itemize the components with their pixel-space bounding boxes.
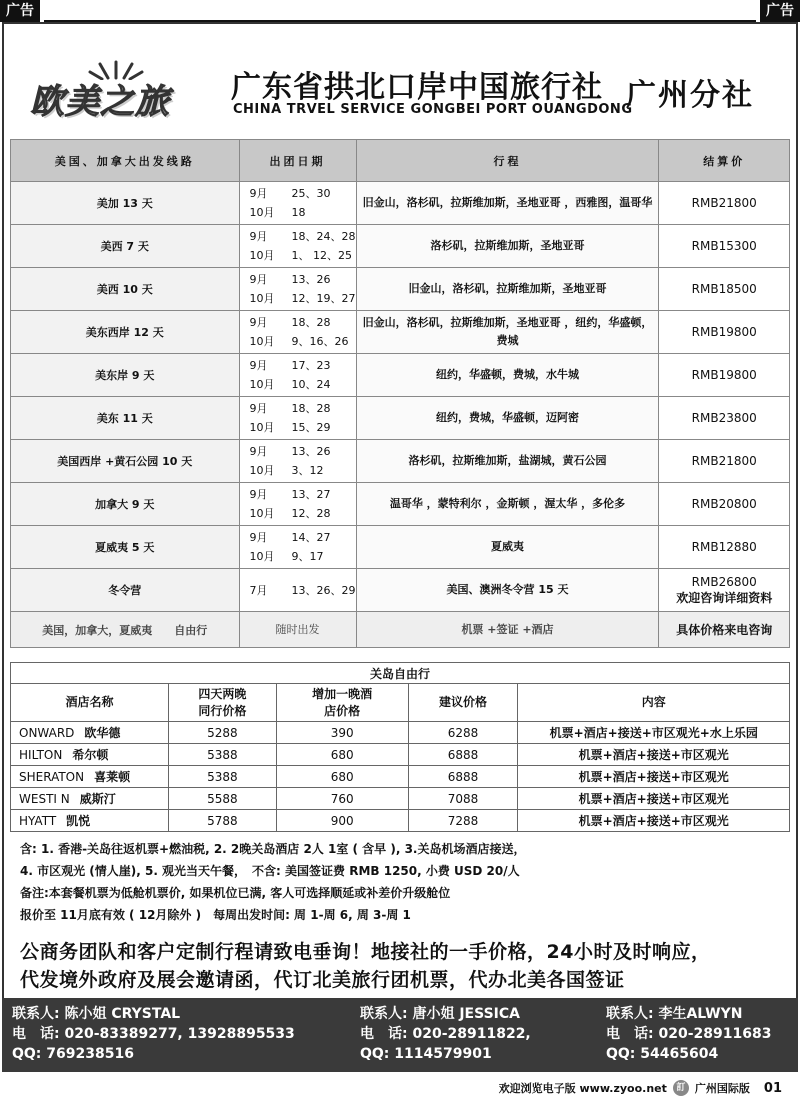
hotel-name (11, 722, 169, 744)
hotel-name (11, 788, 169, 810)
agency-name-en: CHINA TRVEL SERVICE GONGBEI PORT OUANGDONG (233, 102, 633, 117)
route-dates (239, 440, 356, 483)
departure-days: 17、23 (291, 359, 331, 372)
hotel-4d2n-price: 5588 (168, 788, 276, 810)
hotel-4d2n-price: 5388 (168, 766, 276, 788)
camp-dates (239, 569, 356, 612)
route-dates (239, 397, 356, 440)
agency-name-cn: 广东省拱北口岸中国旅行社 (231, 70, 603, 105)
camp-name: 冬令营 (11, 569, 240, 612)
departure-days: 18 (291, 206, 306, 219)
col-header-content: 内容 (518, 684, 790, 722)
camp-row (11, 569, 790, 612)
camp-itinerary: 美国、澳洲冬令营 15 天 (356, 569, 659, 612)
col-header-extra-night: 增加一晚酒 店价格 (276, 684, 408, 722)
month-label: 9月 (249, 273, 268, 286)
route-name: 美加 13 天 (11, 182, 240, 225)
route-dates (239, 526, 356, 569)
month-label: 7月 (249, 583, 268, 597)
contact-name: 联系人: 李生ALWYN (606, 1006, 743, 1022)
hotel-name-cn: 喜莱顿 (94, 770, 131, 784)
hotel-row (11, 788, 790, 810)
note-line: 含: 1. 香港-关岛往返机票+燃油税, 2. 2晚关岛酒店 2人 1室 ( 含早 ), 3.关岛机场酒店接送， (20, 842, 526, 856)
month-label: 10月 (249, 206, 275, 219)
hotel-name-cn: 威斯汀 (79, 792, 116, 806)
page-number: 01 (763, 1080, 782, 1096)
contact-bar (2, 998, 798, 1072)
package-notes (20, 838, 790, 926)
hotel-row (11, 766, 790, 788)
route-itinerary: 旧金山，洛杉矶，拉斯维加斯，圣地亚哥 (356, 268, 659, 311)
contact-qq: QQ: 769238516 (12, 1046, 134, 1062)
route-price: RMB23800 (659, 397, 790, 440)
note-line: 报价至 11月底有效 ( 12月除外 ) 每周出发时间: 周 1-周 6, 周 3-周 1 (20, 908, 411, 922)
hotel-name-en: WESTI N (19, 792, 70, 806)
note-line: 备注:本套餐机票为低舱机票价, 如果机位已满, 客人可选择顺延或补差价升级舱位 (20, 886, 451, 900)
departure-days: 12、28 (291, 507, 331, 520)
route-row (11, 182, 790, 225)
hotel-extra-night-price: 680 (276, 744, 408, 766)
hotel-extra-night-price: 760 (276, 788, 408, 810)
hotel-package-content: 机票+酒店+接送+市区观光 (518, 788, 790, 810)
month-label: 10月 (249, 378, 275, 391)
hotel-name (11, 744, 169, 766)
route-name: 美西 10 天 (11, 268, 240, 311)
ad-label-right: 广告 (760, 0, 800, 22)
col-header-itinerary: 行程 (356, 140, 659, 182)
month-label: 10月 (249, 507, 275, 520)
hotel-name-cn: 希尔顿 (72, 748, 109, 762)
col-header-suggested: 建议价格 (408, 684, 518, 722)
contact-qq: QQ: 54465604 (606, 1046, 719, 1062)
hotel-name-en: HILTON (19, 748, 63, 762)
contact-phone: 电 话: 020-83389277, 13928895533 (12, 1026, 295, 1042)
month-label: 10月 (249, 421, 275, 434)
departure-days: 15、29 (291, 421, 331, 434)
route-itinerary: 纽约，华盛顿，费城，水牛城 (356, 354, 659, 397)
month-label: 10月 (249, 550, 275, 563)
hotel-extra-night-price: 390 (276, 722, 408, 744)
hotel-package-content: 机票+酒店+接送+市区观光 (518, 744, 790, 766)
free-travel-itinerary: 机票 +签证 +酒店 (356, 612, 659, 648)
logo-text: 欧美之旅 (30, 82, 170, 122)
departure-days: 12、19、27 (291, 292, 356, 305)
hotels-header-row (11, 684, 790, 722)
slogan-line: 公商务团队和客户定制行程请致电垂询！地接社的一手价格，24小时及时响应， (20, 941, 711, 963)
footer-website: 欢迎浏览电子版 www.zyoo.net (498, 1082, 667, 1095)
hotel-suggested-price: 6888 (408, 766, 518, 788)
departure-days: 18、28 (291, 402, 331, 415)
col-header-4d2n-price: 四天两晚 同行价格 (168, 684, 276, 722)
departure-days: 14、27 (291, 531, 331, 544)
camp-price (659, 569, 790, 612)
hotel-name (11, 766, 169, 788)
hotel-extra-night-price: 680 (276, 766, 408, 788)
hotel-suggested-price: 6288 (408, 722, 518, 744)
note-line: 4. 市区观光 (情人崖), 5. 观光当天午餐， 不含: 美国签证费 RMB 1250, 小费 USD 20/人 (20, 864, 520, 878)
route-row (11, 440, 790, 483)
departure-days: 25、30 (291, 187, 331, 200)
route-dates (239, 268, 356, 311)
free-travel-dates: 随时出发 (239, 612, 356, 648)
contact-name: 联系人: 陈小姐 CRYSTAL (12, 1006, 181, 1022)
service-slogan (20, 938, 790, 994)
hotel-4d2n-price: 5288 (168, 722, 276, 744)
route-row (11, 225, 790, 268)
ad-label-left: 广告 (0, 0, 40, 22)
hotel-4d2n-price: 5388 (168, 744, 276, 766)
free-travel-row (11, 612, 790, 648)
hotel-suggested-price: 7088 (408, 788, 518, 810)
month-label: 9月 (249, 316, 268, 329)
hotel-name-cn: 凯悦 (66, 814, 91, 828)
col-header-dates: 出团日期 (239, 140, 356, 182)
route-price: RMB18500 (659, 268, 790, 311)
route-itinerary: 旧金山，洛杉矶，拉斯维加斯，圣地亚哥 ，西雅图，温哥华 (356, 182, 659, 225)
guam-hotels-table (10, 662, 790, 832)
contact-name: 联系人: 唐小姐 JESSICA (360, 1006, 520, 1022)
route-price: RMB21800 (659, 182, 790, 225)
route-itinerary: 洛杉矶，拉斯维加斯，圣地亚哥 (356, 225, 659, 268)
footer-edition: 广州国际版 (694, 1082, 750, 1095)
col-header-price: 结算价 (659, 140, 790, 182)
route-row (11, 397, 790, 440)
route-name: 夏威夷 5 天 (11, 526, 240, 569)
route-row (11, 483, 790, 526)
route-dates (239, 311, 356, 354)
month-label: 10月 (249, 464, 275, 477)
contact-card (360, 1004, 531, 1064)
free-travel-price: 具体价格来电咨询 (659, 612, 790, 648)
camp-price-note: 欢迎咨询详细资料 (676, 590, 773, 605)
contact-card (606, 1004, 771, 1064)
route-name: 美西 7 天 (11, 225, 240, 268)
route-price: RMB15300 (659, 225, 790, 268)
route-row (11, 311, 790, 354)
departure-days: 9、16、26 (291, 335, 349, 348)
month-label: 9月 (249, 359, 268, 372)
departure-days: 1、 12、25 (291, 249, 353, 262)
route-itinerary: 旧金山，洛杉矶，拉斯维加斯，圣地亚哥 ，纽约，华盛顿，费城 (356, 311, 659, 354)
col-header-hotel: 酒店名称 (11, 684, 169, 722)
route-price: RMB21800 (659, 440, 790, 483)
hotel-package-content: 机票+酒店+接送+市区观光+水上乐园 (518, 722, 790, 744)
departure-days: 18、24、28 (291, 230, 356, 243)
departure-days: 10、24 (291, 378, 331, 391)
route-row (11, 268, 790, 311)
camp-price-value: RMB26800 (691, 574, 757, 589)
hotel-package-content: 机票+酒店+接送+市区观光 (518, 766, 790, 788)
route-name: 美东西岸 12 天 (11, 311, 240, 354)
hotel-package-content: 机票+酒店+接送+市区观光 (518, 810, 790, 832)
route-price: RMB19800 (659, 354, 790, 397)
route-itinerary: 温哥华 ，蒙特利尔 ，金斯顿 ，渥太华 ，多伦多 (356, 483, 659, 526)
branch-name: 广州分社 (626, 78, 754, 113)
hotel-extra-night-price: 900 (276, 810, 408, 832)
route-row (11, 354, 790, 397)
month-label: 9月 (249, 445, 268, 458)
route-itinerary: 纽约，费城，华盛顿，迈阿密 (356, 397, 659, 440)
route-itinerary: 洛杉矶，拉斯维加斯，盐湖城，黄石公园 (356, 440, 659, 483)
hotel-name (11, 810, 169, 832)
route-name: 加拿大 9 天 (11, 483, 240, 526)
hotel-suggested-price: 6888 (408, 744, 518, 766)
departure-days: 13、26 (291, 445, 331, 458)
month-label: 9月 (249, 402, 268, 415)
hotel-name-cn: 欧华德 (84, 726, 121, 740)
route-row (11, 526, 790, 569)
month-label: 9月 (249, 187, 268, 200)
hotel-name-en: SHERATON (19, 770, 85, 784)
free-travel-name: 美国，加拿大，夏威夷 自由行 (11, 612, 240, 648)
route-dates (239, 354, 356, 397)
hotel-row (11, 722, 790, 744)
contact-phone: 电 话: 020-28911822, (360, 1026, 531, 1042)
route-itinerary: 夏威夷 (356, 526, 659, 569)
guam-table-caption: 关岛自由行 (11, 663, 790, 684)
route-name: 美国西岸 +黄石公园 10 天 (11, 440, 240, 483)
route-dates (239, 483, 356, 526)
departure-days: 18、28 (291, 316, 331, 329)
page-footer (499, 1080, 782, 1096)
month-label: 10月 (249, 249, 275, 262)
routes-header-row (11, 140, 790, 182)
route-dates (239, 225, 356, 268)
departure-days: 13、27 (291, 488, 331, 501)
hotel-4d2n-price: 5788 (168, 810, 276, 832)
contact-phone: 电 话: 020-28911683 (606, 1026, 772, 1042)
brand-logo (26, 60, 226, 120)
contact-qq: QQ: 1114579901 (360, 1046, 492, 1062)
col-header-route: 美国、加拿大出发线路 (11, 140, 240, 182)
departure-days: 13、26、29 (291, 583, 356, 597)
hotel-name-en: HYATT (19, 814, 57, 828)
route-name: 美东岸 9 天 (11, 354, 240, 397)
route-price: RMB12880 (659, 526, 790, 569)
routes-table (10, 139, 790, 648)
route-price: RMB20800 (659, 483, 790, 526)
header (26, 58, 786, 128)
route-dates (239, 182, 356, 225)
month-label: 10月 (249, 292, 275, 305)
hotel-row (11, 744, 790, 766)
route-name: 美东 11 天 (11, 397, 240, 440)
month-label: 9月 (249, 230, 268, 243)
departure-days: 13、26 (291, 273, 331, 286)
month-label: 9月 (249, 531, 268, 544)
publisher-badge-icon: 訂 (673, 1080, 689, 1096)
contact-card (12, 1004, 295, 1064)
departure-days: 3、12 (291, 464, 324, 477)
month-label: 9月 (249, 488, 268, 501)
hotel-name-en: ONWARD (19, 726, 75, 740)
month-label: 10月 (249, 335, 275, 348)
routes-body (11, 182, 790, 648)
route-price: RMB19800 (659, 311, 790, 354)
departure-days: 9、17 (291, 550, 324, 563)
hotel-row (11, 810, 790, 832)
slogan-line: 代发境外政府及展会邀请函，代订北美旅行团机票，代办北美各国签证 (20, 969, 625, 991)
hotel-suggested-price: 7288 (408, 810, 518, 832)
